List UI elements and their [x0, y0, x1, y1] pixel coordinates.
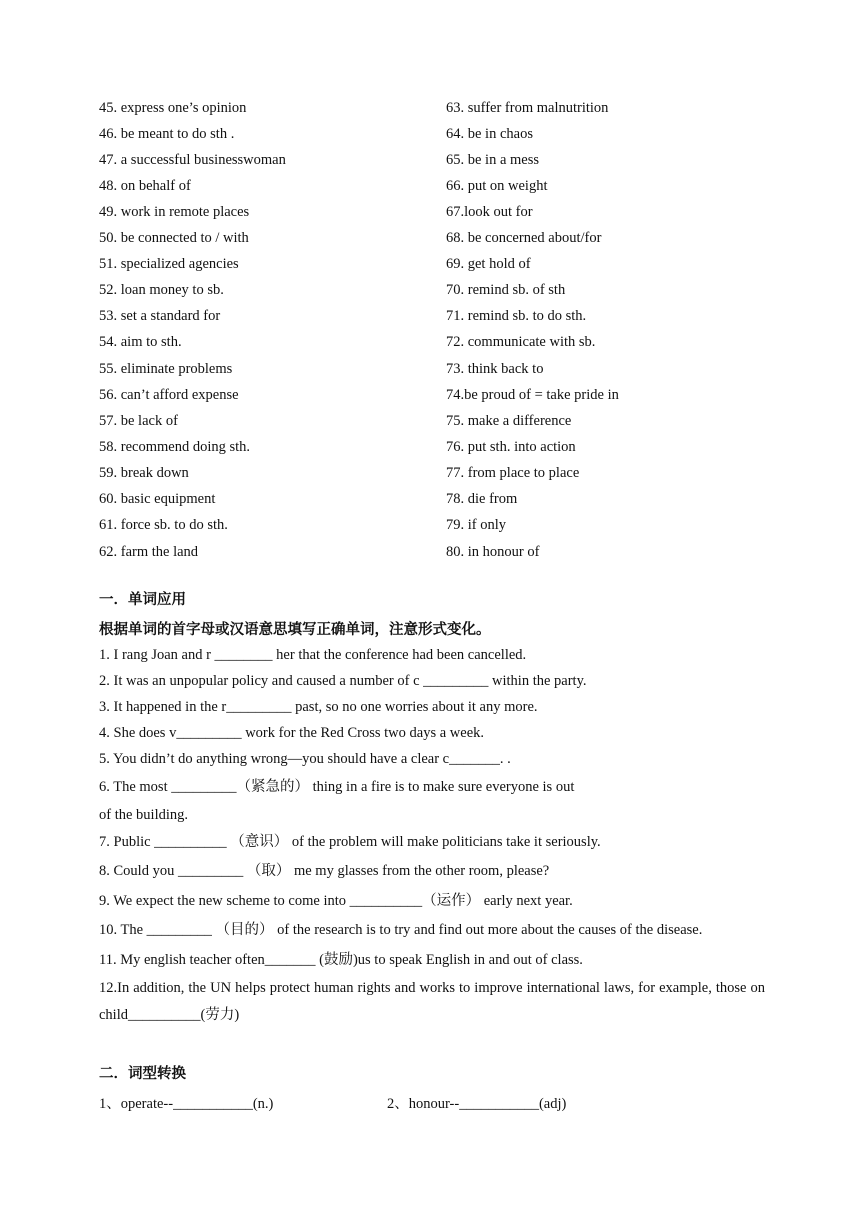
phrase-57: 57. be lack of [99, 413, 178, 429]
phrase-54: 54. aim to sth. [99, 334, 182, 350]
phrase-56: 56. can’t afford expense [99, 387, 239, 403]
phrase-80: 80. in honour of [446, 544, 540, 560]
phrase-70: 70. remind sb. of sth [446, 282, 566, 298]
phrase-73: 73. think back to [446, 361, 544, 377]
phrase-71: 71. remind sb. to do sth. [446, 308, 587, 324]
phrase-47: 47. a successful businesswoman [99, 152, 286, 168]
exercise-2: 2. It was an unpopular policy and caused a number of c _________ within the party. [99, 673, 587, 689]
conversion-2: 2、honour--___________(adj) [387, 1096, 567, 1112]
phrase-50: 50. be connected to / with [99, 230, 249, 246]
exercise-11: 11. My english teacher often_______ (鼓励)us to speak English in and out of class. [99, 952, 583, 968]
phrase-68: 68. be concerned about/for [446, 230, 602, 246]
phrase-51: 51. specialized agencies [99, 256, 239, 272]
exercise-10: 10. The _________ （目的） of the research is to try and find out more about the causes of the disease. [99, 922, 703, 938]
exercise-12: 12.In addition, the UN helps protect human rights and works to improve international laws, for example, those on child__________(劳力) [99, 980, 765, 1023]
section-1-title: 一．单词应用 [99, 592, 186, 608]
phrase-62: 62. farm the land [99, 544, 199, 560]
exercise-6-continuation: of the building. [99, 807, 189, 823]
phrase-60: 60. basic equipment [99, 491, 216, 507]
phrase-77: 77. from place to place [446, 465, 580, 481]
phrase-59: 59. break down [99, 465, 189, 481]
phrase-48: 48. on behalf of [99, 178, 191, 194]
phrase-69: 69. get hold of [446, 256, 531, 272]
phrase-55: 55. eliminate problems [99, 361, 233, 377]
phrase-63: 63. suffer from malnutrition [446, 100, 609, 116]
phrase-49: 49. work in remote places [99, 204, 250, 220]
phrase-53: 53. set a standard for [99, 308, 221, 324]
section-1-instruction: 根据单词的首字母或汉语意思填写正确单词，注意形式变化。 [99, 622, 491, 638]
phrase-67: 67.look out for [446, 204, 533, 220]
phrase-79: 79. if only [446, 517, 507, 533]
exercise-5: 5. You didn’t do anything wrong—you should have a clear c_______. . [99, 751, 511, 767]
phrase-78: 78. die from [446, 491, 518, 507]
phrase-58: 58. recommend doing sth. [99, 439, 251, 455]
exercise-6: 6. The most _________（紧急的） thing in a fire is to make sure everyone is out [99, 779, 575, 795]
phrase-64: 64. be in chaos [446, 126, 533, 142]
exercise-4: 4. She does v_________ work for the Red Cross two days a week. [99, 725, 485, 741]
phrase-45: 45. express one’s opinion [99, 100, 247, 116]
phrase-75: 75. make a difference [446, 413, 572, 429]
phrase-74: 74.be proud of = take pride in [446, 387, 619, 403]
phrase-66: 66. put on weight [446, 178, 548, 194]
section-2-title: 二．词型转换 [99, 1066, 186, 1082]
exercise-9: 9. We expect the new scheme to come into __________（运作） early next year. [99, 893, 573, 909]
phrase-65: 65. be in a mess [446, 152, 540, 168]
phrase-61: 61. force sb. to do sth. [99, 517, 228, 533]
exercise-1: 1. I rang Joan and r ________ her that the conference had been cancelled. [99, 647, 527, 663]
conversion-1: 1、operate--___________(n.) [99, 1096, 274, 1112]
exercise-3: 3. It happened in the r_________ past, so no one worries about it any more. [99, 699, 538, 715]
phrase-52: 52. loan money to sb. [99, 282, 224, 298]
phrase-76: 76. put sth. into action [446, 439, 576, 455]
phrase-46: 46. be meant to do sth . [99, 126, 235, 142]
phrase-72: 72. communicate with sb. [446, 334, 596, 350]
exercise-8: 8. Could you _________ （取） me my glasses from the other room, please? [99, 863, 550, 879]
exercise-7: 7. Public __________ （意识） of the problem will make politicians take it seriously. [99, 834, 601, 850]
